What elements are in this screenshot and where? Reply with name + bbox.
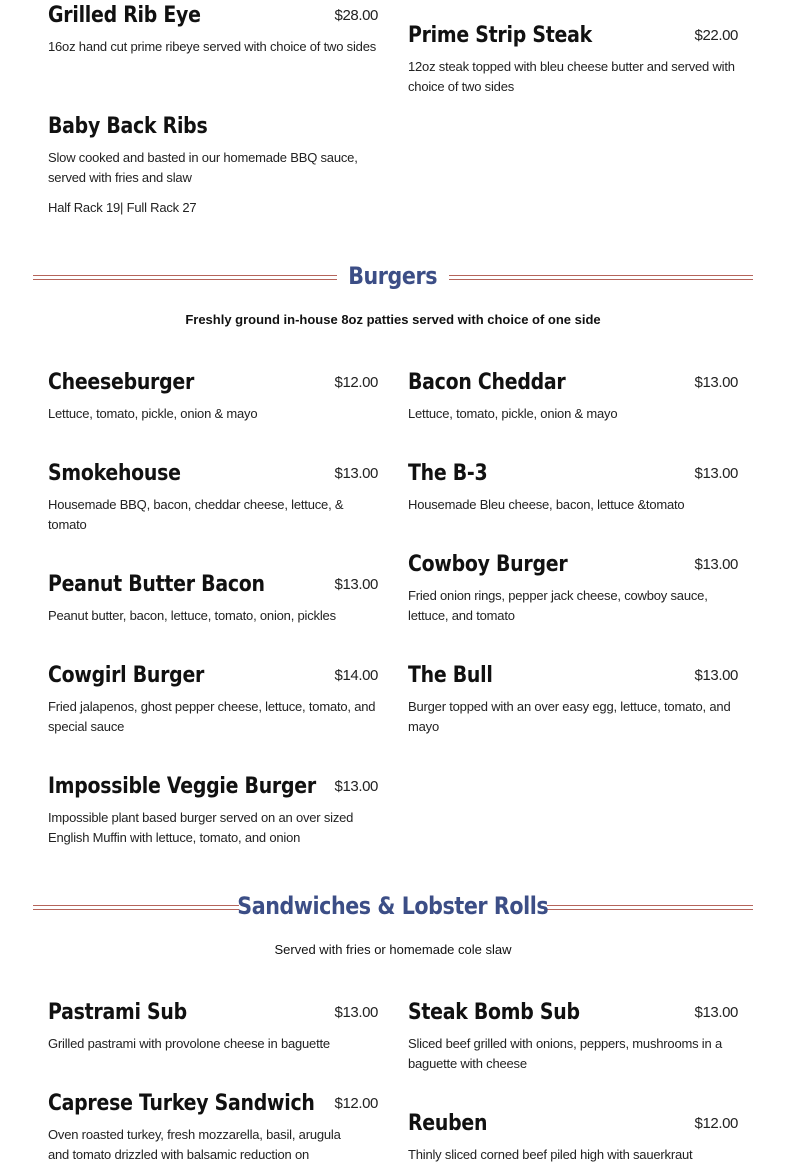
menu-item-the-b-3	[408, 459, 738, 515]
menu-item-baby-back-ribs	[48, 112, 378, 218]
item-name: Grilled Rib Eye	[48, 3, 201, 28]
item-description: Oven roasted turkey, fresh mozzarella, basil, arugula and tomato drizzled with balsamic reduction on	[48, 1127, 341, 1162]
menu-item-impossible-veggie-burger	[48, 772, 378, 848]
section-title: Burgers	[348, 262, 438, 290]
menu-item-prime-strip-steak	[408, 21, 738, 97]
item-name: Steak Bomb Sub	[408, 1000, 580, 1025]
menu-item-bacon-cheddar	[408, 368, 738, 424]
menu-item-steak-bomb-sub	[408, 998, 738, 1074]
item-name: Bacon Cheddar	[408, 370, 566, 395]
item-name: The Bull	[408, 663, 493, 688]
item-price: $13.00	[334, 778, 378, 795]
item-name: Cowgirl Burger	[48, 663, 205, 688]
item-price: $13.00	[694, 556, 738, 573]
item-price: $13.00	[694, 1004, 738, 1021]
item-description: Burger topped with an over easy egg, lettuce, tomato, and mayo	[408, 699, 731, 734]
item-price: $28.00	[334, 7, 378, 24]
item-description: 16oz hand cut prime ribeye served with choice of two sides	[48, 39, 377, 54]
menu-item-reuben	[408, 1109, 738, 1165]
menu-item-the-bull	[408, 661, 738, 737]
item-name: Impossible Veggie Burger	[48, 774, 316, 799]
menu-item-peanut-butter-bacon	[48, 570, 378, 626]
item-name: Cowboy Burger	[408, 552, 568, 577]
item-price: $13.00	[694, 667, 738, 684]
item-name: Reuben	[408, 1111, 488, 1136]
item-description: Housemade Bleu cheese, bacon, lettuce &tomato	[408, 497, 685, 512]
sandwiches-section-header	[33, 888, 753, 928]
menu-item-cowgirl-burger	[48, 661, 378, 737]
item-description: Thinly sliced corned beef piled high with sauerkraut	[408, 1147, 693, 1162]
item-price: $13.00	[334, 465, 378, 482]
sandwiches-subtitle: Served with fries or homemade cole slaw	[274, 942, 512, 957]
item-price: $13.00	[694, 374, 738, 391]
menu-item-caprese-turkey-sandwich	[48, 1089, 378, 1165]
item-name: Smokehouse	[48, 461, 181, 486]
item-description: Sliced beef grilled with onions, peppers, mushrooms in a baguette with cheese	[408, 1036, 722, 1071]
item-price: $22.00	[694, 27, 738, 44]
menu-item-cheeseburger	[48, 368, 378, 424]
item-description: Grilled pastrami with provolone cheese in baguette	[48, 1036, 330, 1051]
item-description: Peanut butter, bacon, lettuce, tomato, onion, pickles	[48, 608, 336, 623]
item-price: $12.00	[334, 1095, 378, 1112]
item-name: Peanut Butter Bacon	[48, 572, 265, 597]
item-name: The B-3	[408, 461, 488, 486]
burgers-subtitle: Freshly ground in-house 8oz patties served with choice of one side	[185, 312, 601, 327]
section-title: Sandwiches & Lobster Rolls	[237, 892, 549, 920]
item-price: $12.00	[694, 1115, 738, 1132]
item-price-note: Half Rack 19| Full Rack 27	[48, 200, 197, 215]
item-name: Pastrami Sub	[48, 1000, 187, 1025]
item-description: Slow cooked and basted in our homemade BBQ sauce, served with fries and slaw	[48, 150, 358, 185]
item-name: Cheeseburger	[48, 370, 195, 395]
menu-item-smokehouse	[48, 459, 378, 535]
item-description: Fried jalapenos, ghost pepper cheese, lettuce, tomato, and special sauce	[48, 699, 376, 734]
item-name: Prime Strip Steak	[408, 23, 592, 48]
item-description: Lettuce, tomato, pickle, onion & mayo	[48, 406, 258, 421]
menu-item-pastrami-sub	[48, 998, 378, 1054]
item-description: Lettuce, tomato, pickle, onion & mayo	[408, 406, 618, 421]
item-price: $13.00	[694, 465, 738, 482]
item-name: Caprese Turkey Sandwich	[48, 1091, 315, 1116]
menu-item-cowboy-burger	[408, 550, 738, 626]
menu-item-grilled-rib-eye	[48, 1, 378, 57]
item-description: Fried onion rings, pepper jack cheese, cowboy sauce, lettuce, and tomato	[408, 588, 708, 623]
item-price: $14.00	[334, 667, 378, 684]
item-price: $13.00	[334, 1004, 378, 1021]
item-price: $13.00	[334, 576, 378, 593]
item-description: Housemade BBQ, bacon, cheddar cheese, lettuce, & tomato	[48, 497, 344, 532]
item-description: 12oz steak topped with bleu cheese butter and served with choice of two sides	[408, 59, 735, 94]
burgers-section-header	[33, 258, 753, 298]
item-name: Baby Back Ribs	[48, 114, 208, 139]
item-price: $12.00	[334, 374, 378, 391]
item-description: Impossible plant based burger served on an over sized English Muffin with lettuce, tomato, and onion	[48, 810, 354, 845]
